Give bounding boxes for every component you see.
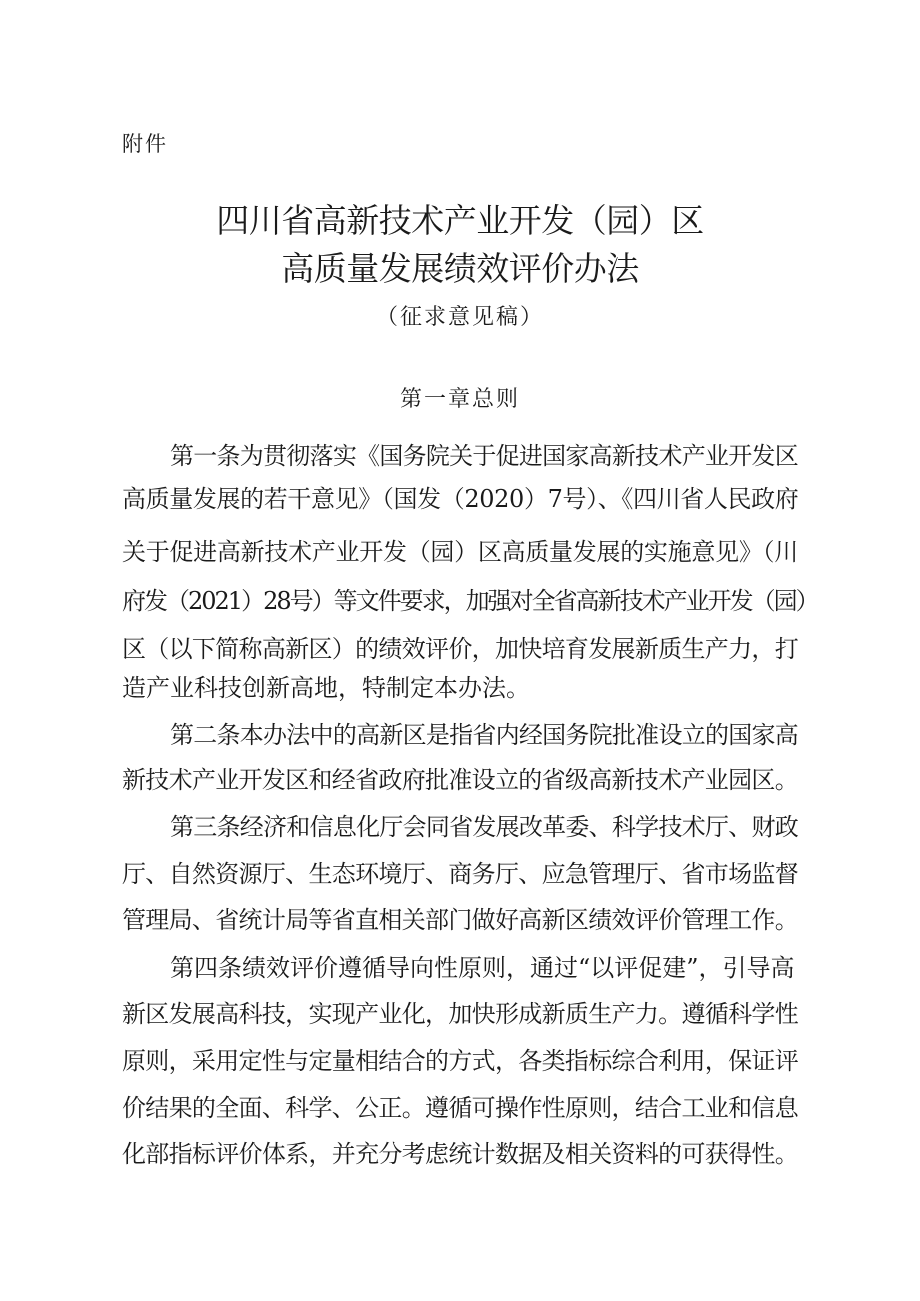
body-line: 新区发展高科技，实现产业化，加快形成新质生产力。遵循科学性 — [122, 1000, 798, 1028]
document-title-line-2: 高质量发展绩效评价办法 — [281, 249, 639, 288]
body-line: 第二条本办法中的高新区是指省内经国务院批准设立的国家高 — [170, 721, 798, 749]
body-line: 第一条为贯彻落实《国务院关于促进国家高新技术产业开发区 — [170, 442, 798, 470]
body-line: 第三条经济和信息化厅会同省发展改革委、科学技术厅、财政 — [170, 813, 798, 841]
body-line: 厅、自然资源厅、生态环境厅、商务厅、应急管理厅、省市场监督 — [122, 860, 798, 888]
body-line: 关于促进高新技术产业开发（园）区高质量发展的实施意见》（川 — [122, 538, 798, 566]
body-line: 化部指标评价体系，并充分考虑统计数据及相关资料的可获得性。 — [122, 1140, 798, 1168]
document-title-line-1: 四川省高新技术产业开发（园）区 — [216, 201, 704, 240]
body-line: 造产业科技创新高地，特制定本办法。 — [122, 674, 530, 702]
body-line: 府发（2021）28号）等文件要求，加强对全省高新技术产业开发（园） — [122, 587, 818, 615]
body-line: 价结果的全面、科学、公正。遵循可操作性原则，结合工业和信息 — [122, 1094, 798, 1122]
body-line: 新技术产业开发区和经省政府批准设立的省级高新技术产业园区。 — [122, 766, 798, 794]
body-line: 原则，采用定性与定量相结合的方式，各类指标综合利用，保证评 — [122, 1047, 798, 1075]
body-line: 第四条绩效评价遵循导向性原则，通过“以评促建”，引导高 — [170, 954, 795, 982]
body-line: 区（以下简称高新区）的绩效评价，加快培育发展新质生产力，打 — [122, 635, 798, 663]
attachment-label: 附件 — [122, 132, 168, 156]
document-subtitle: （征求意见稿） — [375, 305, 544, 330]
body-line: 管理局、省统计局等省直相关部门做好高新区绩效评价管理工作。 — [122, 906, 798, 934]
body-line: 高质量发展的若干意见》（国发（2020）7号）、《四川省人民政府 — [122, 485, 799, 513]
chapter-heading: 第一章总则 — [399, 387, 520, 412]
